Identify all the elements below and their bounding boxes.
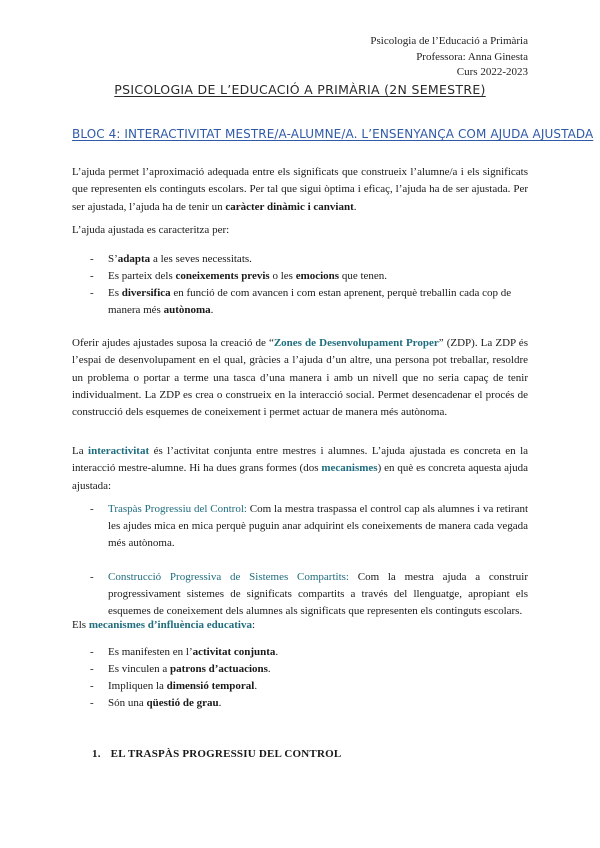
bullet: -	[90, 287, 94, 299]
text: .	[353, 200, 357, 213]
bold-text: caràcter dinàmic i canviant	[225, 200, 354, 213]
section-title: EL TRASPÀS PROGRESSIU DEL CONTROL	[110, 748, 342, 760]
text: :	[251, 619, 256, 631]
paragraph-mecanismes-influencia	[72, 617, 528, 634]
text: .	[267, 663, 271, 675]
text: Són una	[108, 697, 147, 709]
text: que tenen.	[339, 270, 388, 282]
list-item	[72, 661, 528, 678]
bold-text: Zones de Desenvolupament Proper	[273, 337, 439, 349]
list-item	[72, 285, 528, 319]
bold-text: dimensió temporal	[166, 680, 255, 692]
section-heading	[92, 748, 341, 760]
text: a les seves necessitats.	[150, 253, 252, 265]
list-item	[72, 678, 528, 695]
text: Com la mestra ajuda a construir progressivament sistemes de significats compartits a través del llenguatge, apropiant els esquemes de coneixement dels alumnes als significats que representen els continguts escolars.	[108, 571, 528, 617]
text: L’ajuda permet l’aproximació adequada entre els significats que construeix l’alumne/a i els significats que representen els continguts escolars. Per tal que sigui òptima i eficaç, l’ajuda ha de ser ajustada. Per ser ajustada, l’ajuda ha de tenir un	[72, 166, 528, 213]
section-number: 1.	[92, 748, 101, 760]
text: .	[254, 680, 258, 692]
bold-text: emocions	[295, 270, 340, 282]
text: ) en què es concreta aquesta ajuda ajustada:	[72, 462, 528, 492]
text: La	[72, 445, 89, 457]
text: Impliquen la	[108, 680, 167, 692]
list-mecanismes	[72, 501, 528, 620]
list-item	[72, 644, 528, 661]
bullet: -	[90, 503, 94, 515]
bold-text: autònoma	[163, 304, 211, 316]
text: és l’activitat conjunta entre mestres i alumnes. L’ajuda ajustada es concreta en la interacció mestre-alumne. Hi ha dues grans formes (dos	[72, 445, 529, 475]
bold-text: coneixements previs	[175, 270, 270, 282]
bullet: -	[90, 571, 94, 583]
header	[370, 34, 528, 81]
text: .	[218, 697, 222, 709]
text: S’	[108, 253, 118, 265]
text: .	[275, 646, 279, 658]
text: ” (ZDP). La ZDP és l’espai de desenvolupament en el qual, gràcies a l’ajuda d’un altre, una persona pot treballar, resoldre un problema o portar a terme una tasca d’una manera i amb un nivell que no seria capaç de tenir individualment. La ZDP es crea o construeix en la interacció social. Permet desencadenar el procés de construcció dels esquemes de coneixement i permet actuar de manera més autònoma.	[72, 337, 528, 419]
list-item	[72, 695, 528, 712]
paragraph-ajuda	[72, 164, 528, 216]
text: en funció de com avancen i com estan aprenent, perquè treballin cada cop de manera més	[108, 287, 512, 316]
list-item	[72, 569, 528, 620]
mechanism-label: Traspàs Progressiu del Control:	[108, 503, 247, 515]
document-title-text: PSICOLOGIA DE L’EDUCACIÓ A PRIMÀRIA (2N SEMESTRE)	[114, 82, 486, 97]
text: Oferir ajudes ajustades suposa la creació de “	[72, 337, 274, 349]
text: .	[210, 304, 214, 316]
bold-text: patrons d’actuacions	[170, 663, 268, 675]
bold-text: diversifica	[121, 287, 171, 299]
bold-text: interactivitat	[88, 445, 150, 457]
text: Es vinculen a	[108, 663, 171, 675]
bold-text: activitat conjunta	[192, 646, 276, 658]
text: Es parteix dels	[108, 270, 176, 282]
list-influencia	[72, 644, 528, 712]
bloc-title-text: BLOC 4: INTERACTIVITAT MESTRE/A-ALUMNE/A. L’ENSENYANÇA COM AJUDA AJUSTADA	[72, 127, 594, 141]
bullet: -	[90, 270, 94, 282]
bold-text: adapta	[117, 253, 151, 265]
bullet: -	[90, 697, 94, 709]
bullet: -	[90, 680, 94, 692]
list-caracteristiques	[72, 251, 528, 319]
header-year: Curs 2022-2023	[456, 66, 528, 78]
mechanism-label: Construcció Progressiva de Sistemes Compartits:	[108, 571, 349, 583]
paragraph-interactivitat	[72, 443, 528, 495]
paragraph-zdp	[72, 335, 528, 421]
text: o les	[269, 270, 296, 282]
bold-text: mecanismes d’influència educativa	[88, 619, 252, 631]
bloc-title	[72, 127, 593, 141]
text: Es	[108, 287, 122, 299]
list-item	[72, 501, 528, 552]
paragraph-caracteritza: L’ajuda ajustada es caracteritza per:	[72, 224, 230, 236]
bullet: -	[90, 646, 94, 658]
list-item	[72, 268, 528, 285]
text: Els	[72, 619, 89, 631]
bullet: -	[90, 253, 94, 265]
header-course: Psicologia de l’Educació a Primària	[370, 35, 528, 47]
header-teacher: Professora: Anna Ginesta	[416, 50, 528, 63]
document-title	[0, 82, 600, 97]
bold-text: qüestió de grau	[146, 697, 219, 709]
bullet: -	[90, 663, 94, 675]
text: Com la mestra traspassa el control cap als alumnes i va retirant les ajudes mica en mica perquè puguin anar adquirint els coneixements de manera cada vegada més autònoma.	[108, 503, 529, 549]
list-item	[72, 251, 528, 268]
bold-text: mecanismes	[321, 462, 378, 475]
text: Es manifesten en l’	[108, 646, 193, 658]
